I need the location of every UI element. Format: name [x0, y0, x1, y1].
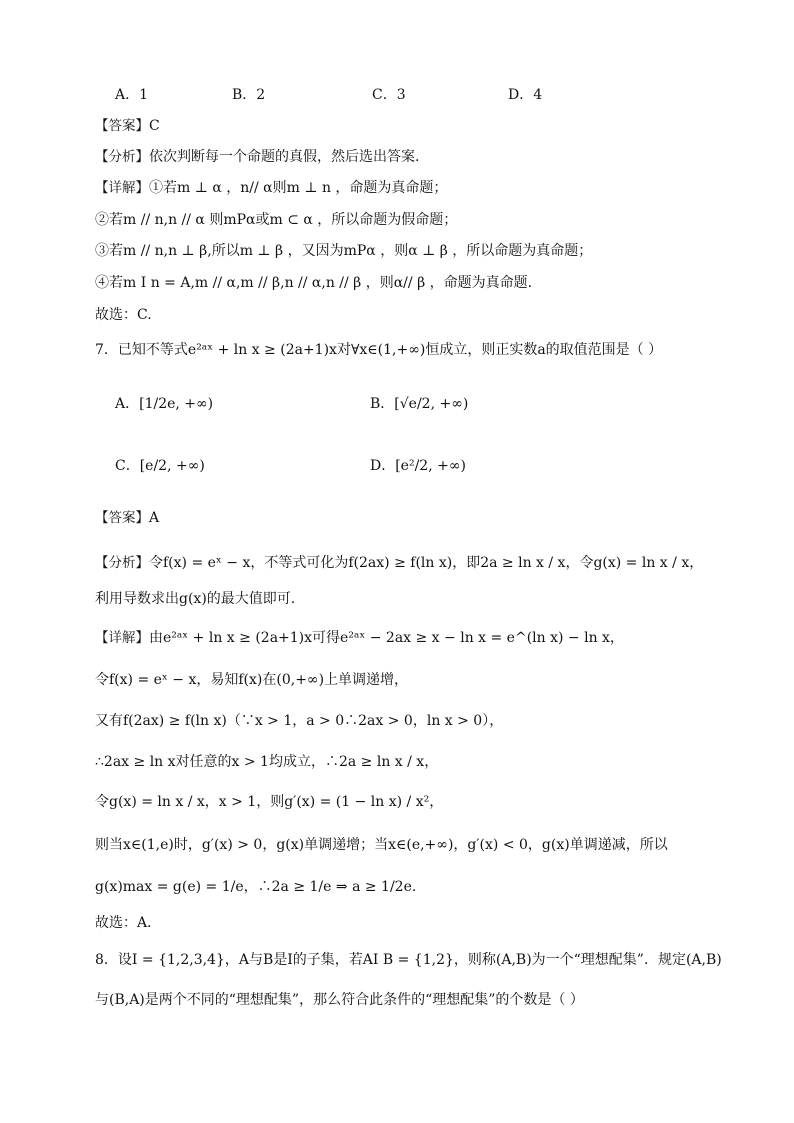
q7-choose: 故选：A．: [95, 915, 162, 931]
q7-analysis: [95, 545, 705, 617]
detail-line: ①若m ⊥ α ，n// α则m ⊥ n ，命题为真命题；: [149, 180, 448, 196]
q6-detail-line-3: ③若m // n,n ⊥ β,所以m ⊥ β ，又因为mPα ，则α ⊥ β ，所以命题为真命题；: [95, 243, 593, 259]
q7-stem: 7．已知不等式e²ᵃˣ + ln x ≥ (2a+1)x对∀x∈(1,+∞)恒成立，则正实数a的取值范围是（ ）: [95, 342, 663, 358]
q6-option-a: A．1: [115, 87, 149, 103]
q6-choose: 故选：C.: [95, 307, 152, 323]
q6-analysis: [95, 147, 419, 167]
q7-option-c: C．[e/2, +∞): [115, 458, 205, 474]
analysis-tag: 【分析】: [95, 555, 149, 571]
q7-detail: [95, 628, 624, 648]
answer-tag: 【答案】: [95, 118, 149, 134]
q7-detail-line-7: g(x)max = g(e) = 1/e，∴2a ≥ 1/e ⇒ a ≥ 1/2e.: [95, 879, 417, 895]
answer-value: C: [149, 118, 160, 134]
detail-line: 由e²ᵃˣ + ln x ≥ (2a+1)x可得e²ᵃˣ − 2ax ≥ x − ln x = e^(ln x) − ln x，: [149, 630, 624, 646]
q7-option-d: D．[e²/2, +∞): [370, 458, 466, 474]
answer-tag: 【答案】: [95, 510, 149, 526]
analysis-text: 依次判断每一个命题的真假，然后选出答案.: [149, 149, 420, 165]
q6-detail-line-4: ④若m I n = A,m // α,m // β,n // α,n // β ，则α// β ，命题为真命题.: [95, 275, 533, 291]
q7-detail-line-4: ∴2ax ≥ ln x对任意的x > 1均成立，∴2a ≥ ln x / x，: [95, 754, 439, 770]
detail-tag: 【详解】: [95, 180, 149, 196]
q6-option-c: C．3: [372, 87, 406, 103]
q8-stem-line-2: 与(B,A)是两个不同的“理想配集”，那么符合此条件的“理想配集”的个数是（ ）: [95, 992, 584, 1008]
q7-detail-line-5: 令g(x) = ln x / x，x > 1，则g′(x) = (1 − ln x) / x²，: [95, 794, 444, 810]
q6-option-b: B．2: [232, 87, 266, 103]
q7-detail-line-3: 又有f(2ax) ≥ f(ln x)（∵x > 1，a > 0∴2ax > 0，ln x > 0），: [95, 713, 504, 729]
q7-detail-line-6: 则当x∈(1,e)时，g′(x) > 0，g(x)单调递增；当x∈(e,+∞)，g′(x) < 0，g(x)单调递减，所以: [95, 837, 668, 853]
analysis-text: 令f(x) = eˣ − x，不等式可化为f(2ax) ≥ f(ln x)，即2a ≥ ln x / x，令g(x) = ln x / x，利用导数求出g(x)的最大值即可.: [95, 555, 704, 607]
q6-option-d: D．4: [508, 87, 543, 103]
analysis-tag: 【分析】: [95, 149, 149, 165]
q6-answer: [95, 116, 160, 136]
q6-detail-line-2: ②若m // n,n // α 则mPα或m ⊂ α ，所以命题为假命题；: [95, 212, 458, 228]
q7-option-a: A．[1/2e, +∞): [115, 396, 214, 412]
q6-detail: [95, 178, 447, 198]
answer-value: A: [149, 510, 160, 526]
q7-option-b: B．[√e/2, +∞): [370, 396, 469, 412]
q7-detail-line-2: 令f(x) = eˣ − x，易知f(x)在(0,+∞)上单调递增，: [95, 672, 409, 688]
detail-tag: 【详解】: [95, 630, 149, 646]
q8-stem-line-1: 8．设I = {1,2,3,4}，A与B是I的子集，若AI B = {1,2}，则称(A,B)为一个“理想配集”．规定(A,B): [95, 952, 722, 968]
q7-answer: [95, 508, 159, 528]
